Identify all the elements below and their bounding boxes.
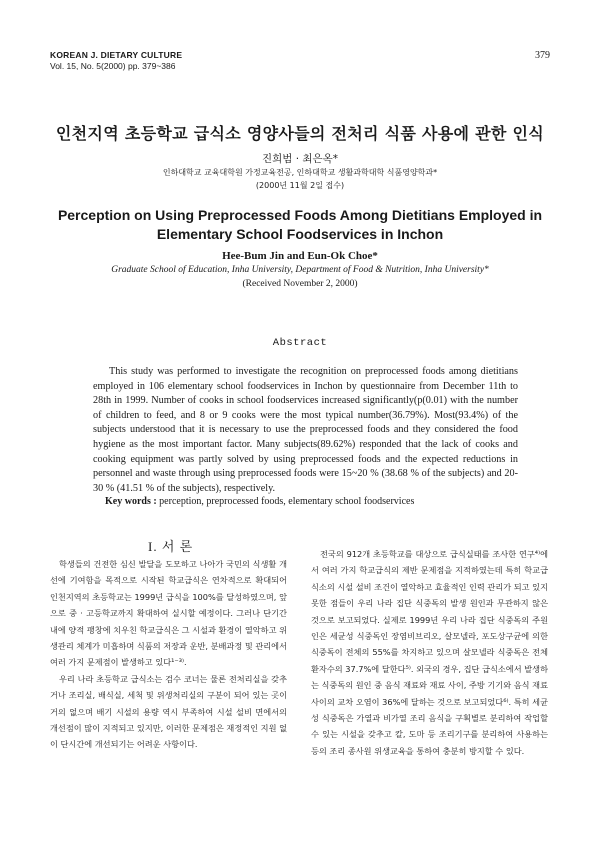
korean-received-date: (2000년 11월 2일 접수)	[255, 181, 345, 190]
korean-affiliation: 인하대학교 교육대학원 가정교육전공, 인하대학교 생활과학대학 식품영양학과*	[162, 168, 438, 177]
english-received-date: (Received November 2, 2000)	[242, 279, 358, 289]
body-column-right	[311, 546, 548, 759]
left-paragraph-1: 학생들의 건전한 심신 발달을 도모하고 나아가 국민의 식생활 개선에 기여함을 목적으로 시작된 학교급식은 연차적으로 확대되어 인천지역의 초등학교는 1999년 급식을 100%를 달성하였으며, 앞으로 중 · 고등학교까지 확대하여 실시할 예정이다. 그러나 단기간 내에 양적 팽창에 치우친 학교급식은 그 시설과 환경이 열악하고 위생관리 체계가 미흡하며 식품의 저장과 운반, 분배과정 및 관리에서 여러 가지 문제점이 발생하고 있다¹⁻³⁾.	[50, 559, 287, 668]
right-paragraph-1: 전국의 912개 초등학교를 대상으로 급식실태를 조사한 연구⁴⁾에서 여러 가지 학교급식의 제반 문제점을 지적하였는데 특히 학교급식소의 시설 설비 조건이 열악하고 효율적인 인력 관리가 되고 있지 못한 점들이 우리 나라 집단 식중독의 발생 원인과 무관하지 않은 것으로 보고되었다. 실제로 1999년 우리 나라 집단 식중독의 주원인은 세균성 식중독인 장염비브리오, 살모넬라, 포도상구균에 의한 식중독이 전체의 55%를 차지하고 있으며 살모넬라 식중독은 전체 환자수의 37.7%에 달한다⁵⁾. 외국의 경우, 집단 급식소에서 발생하는 식중독의 원인 중 음식 재료와 재료 사이, 주방 기기와 음식 재료 사이의 교차 오염이 36%에 달하는 것으로 보고되었다⁶⁾. 특히 세균성 식중독은 가열과 비가열 조리 음식을 구획별로 분리하여 작업할 수 있는 시설을 갖추고 칼, 도마 등 조리기구를 분리하여 사용하는 등의 조리 종사원 위생교육을 통하여 충분히 방지할 수 있다.	[311, 549, 548, 756]
korean-authors: 진희범 · 최은옥*	[261, 153, 339, 165]
body-column-left	[50, 556, 287, 753]
keywords-text: perception, preprocessed foods, elementary school foodservices	[159, 496, 415, 507]
journal-name: KOREAN J. DIETARY CULTURE	[50, 50, 183, 60]
abstract-body	[93, 365, 518, 496]
section-heading-introduction: I. 서 론	[148, 539, 194, 554]
korean-title: 인천지역 초등학교 급식소 영양사들의 전처리 식품 사용에 관한 인식	[55, 124, 545, 143]
keywords-line	[105, 496, 414, 507]
english-title-line1: Perception on Using Preprocessed Foods Among Dietitians Employed in	[57, 207, 543, 223]
page-number: 379	[535, 50, 550, 61]
abstract-heading: Abstract	[272, 337, 328, 349]
journal-volume: Vol. 15, No. 5(2000) pp. 379~386	[50, 61, 176, 71]
english-title	[30, 206, 570, 244]
english-authors: Hee-Bum Jin and Eun-Ok Choe*	[222, 250, 378, 262]
english-title-line2: Elementary School Foodservices in Inchon	[156, 226, 444, 242]
journal-header	[50, 50, 182, 72]
english-affiliation: Graduate School of Education, Inha University, Department of Food & Nutrition, Inha University*	[111, 265, 489, 275]
left-paragraph-2: 우리 나라 초등학교 급식소는 검수 코너는 물론 전처리실을 갖추거나 조리실, 배식실, 세척 및 위생처리실의 구분이 되어 있는 곳이 거의 없으며 배기 시설의 용량 역시 부족하여 시설 설비 면에서의 개선점이 많이 지적되고 있지만, 이러한 문제점은 재정적인 지원 없이 단시간에 개선되기는 어려운 사항이다.	[50, 673, 287, 750]
abstract-text: This study was performed to investigate the recognition on preprocessed foods among dietitians employed in 106 elementary school foodservices in Inchon by questionnaire from December 11th to 28th in 1999. Number of cooks in school foodservices increased significantly(p(0.01) with the number of children to feed, and 8 or 9 cooks were the most typical number(36.79%). Most(93.4%) of the subjects understood that it is necessary to use the preprocessed foods and they considered the food hygiene as the most important factor. Many subjects(89.62%) responded that the lack of cooks and cooking equipment was partly solved by using preprocessed foods and the expected reductions in personnel and waste through using preprocessed foods were 15~20 % (38.68 % of the subjects) and 20-30 % (41.51 % of the subjects), respectively.	[93, 366, 518, 494]
keywords-label: Key words :	[105, 496, 157, 507]
